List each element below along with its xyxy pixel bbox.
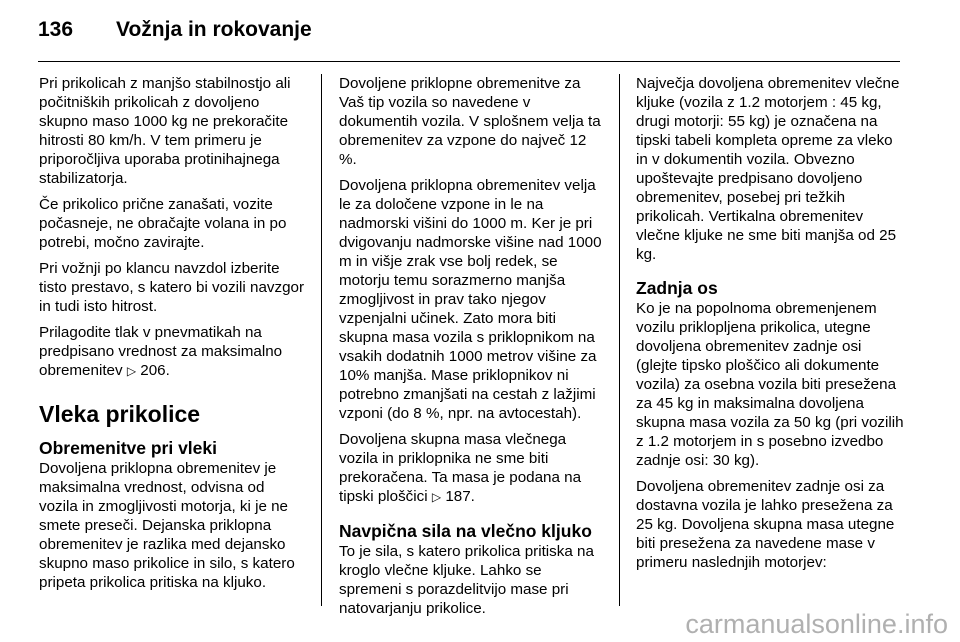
- paragraph: [339, 430, 607, 507]
- page-reference[interactable]: 187.: [445, 488, 475, 505]
- page-reference-arrow-icon[interactable]: ▷: [431, 490, 442, 504]
- paragraph: Pri prikolicah z manjšo stabilnostjo ali počitniških prikolicah z dovoljeno skupno maso 1000 kg ne prekoračite hitrosti 80 km/h. V tem primeru je priporočljiva uporaba protinihajnega stabilizatorja.: [39, 75, 291, 187]
- column-2: [339, 74, 607, 625]
- column-3: [636, 74, 904, 579]
- paragraph: Dovoljena priklopna obremenitev je maksimalna vrednost, odvisna od vozila in zmogljivosti motorja, ki je ne smete preseči. Dejanska priklopna obremenitev je razlika med dejansko skupno maso prikolice in silo, s katero pripeta prikolica pritiska na kljuko.: [39, 460, 295, 591]
- column-1: [39, 74, 307, 599]
- watermark: carmanualsonline.info: [685, 609, 948, 639]
- column-divider: [321, 74, 322, 606]
- paragraph: Dovoljene priklopne obremenitve za Vaš tip vozila so navedene v dokumentih vozila. V splošnem velja ta obremenitev za vzpone do največ 12 %.: [339, 75, 601, 168]
- paragraph: [39, 323, 307, 381]
- paragraph-text: Prilagodite tlak v pnevmatikah na predpisano vrednost za maksimalno obremenitev: [39, 324, 283, 379]
- subsection-heading: Zadnja os: [636, 278, 718, 298]
- header-rule: [38, 61, 900, 62]
- subsection-heading: Obremenitve pri vleki: [39, 438, 217, 458]
- subsection-heading: Navpična sila na vlečno kljuko: [339, 521, 592, 541]
- page-number: 136: [38, 18, 74, 41]
- paragraph: Pri vožnji po klancu navzdol izberite tisto prestavo, s katero bi vozili navzgor in tudi isto hitrost.: [39, 260, 305, 315]
- page-title: Vožnja in rokovanje: [116, 18, 312, 41]
- paragraph: To je sila, s katero prikolica pritiska na kroglo vlečne kljuke. Lahko se spremeni s porazdelitvijo mase pri natovarjanju prikolice.: [339, 543, 594, 617]
- paragraph: Največja dovoljena obremenitev vlečne kljuke (vozila z 1.2 motorjem : 45 kg, drugi motorji: 55 kg) je označena na tipski tabeli kompleta opreme za vleko in v dokumentih vozila. Obvezno upoštevajte predpisano dovoljeno obremenitev, posebej pri težkih prikolicah. Vertikalna obremenitev vlečne kljuke ne sme biti manjša od 25 kg.: [636, 75, 900, 263]
- page-reference-arrow-icon[interactable]: ▷: [126, 364, 137, 378]
- paragraph: Dovoljena priklopna obremenitev velja le za določene vzpone in le na nadmorski višini do 1000 m. Ker je pri dvigovanju nadmorske višine nad 1000 m in višje zrak vse bolj redek, se motorju temu sorazmerno manjša zmogljivost in prav tako njegov vzpenjalni učinek. Zato mora biti skupna masa vozila s priklopnikom na vsakih dodatnih 1000 metrov višine za 10% manjša. Mase priklopnikov ni potrebno zmanjšati na cestah z lažjimi vzponi (do 8 %, npr. na avtocestah).: [339, 177, 602, 422]
- paragraph: Ko je na popolnoma obremenjenem vozilu priklopljena prikolica, utegne dovoljena obremenitev zadnje osi (glejte tipsko ploščico ali dokumente vozila) za osebna vozila biti presežena za 45 kg in maksimalna dovoljena skupna masa vozila za 50 kg (pri vozilih z 1.2 motorjem in s posebno izvedbo zadnje osi: 30 kg).: [636, 300, 904, 469]
- paragraph: Če prikolico prične zanašati, vozite počasneje, ne obračajte volana in po potrebi, močno zavirajte.: [39, 196, 287, 251]
- section-heading: Vleka prikolice: [39, 401, 201, 427]
- paragraph-text: Dovoljena skupna masa vlečnega vozila in priklopnika ne sme biti prekoračena. Ta masa je podana na tipski ploščici: [339, 431, 582, 505]
- column-divider: [619, 74, 620, 606]
- page-reference[interactable]: 206.: [140, 362, 170, 379]
- paragraph: Dovoljena obremenitev zadnje osi za dostavna vozila je lahko presežena za 25 kg. Dovoljena skupna masa utegne biti presežena za navedene mase v primeru naslednjih motorjev:: [636, 478, 895, 571]
